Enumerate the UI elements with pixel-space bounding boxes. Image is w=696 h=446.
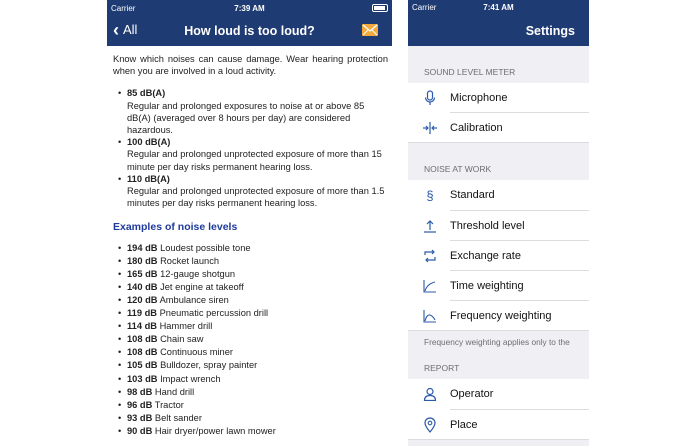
list-item <box>118 268 388 281</box>
risk-description: Regular and prolonged exposures to noise at or above 85 dB(A) (averaged over 8 hours per day) are considered hazardous. <box>127 100 365 136</box>
settings-row-operator[interactable] <box>408 379 589 409</box>
microphone-icon <box>422 90 438 106</box>
settings-row-label: Exchange rate <box>450 249 521 262</box>
noise-db: 108 dB <box>127 334 158 345</box>
article-content <box>107 46 392 438</box>
list-item <box>118 242 388 255</box>
section-footer-note: Frequency weighting applies only to the <box>424 337 570 348</box>
bullet-icon: • <box>118 295 122 306</box>
noise-source: Ambulance siren <box>159 295 229 306</box>
settings-row-time-weighting[interactable] <box>408 271 589 301</box>
settings-row-microphone[interactable] <box>408 83 589 113</box>
back-label: All <box>123 22 138 37</box>
bullet-icon: • <box>118 347 122 358</box>
settings-row-threshold-level[interactable] <box>408 211 589 241</box>
bullet-icon: • <box>118 360 122 371</box>
risk-description: Regular and prolonged unprotected exposure of more than 1.5 minutes per day risks permanent hearing loss. <box>127 186 385 209</box>
settings-row-label: Calibration <box>450 122 503 135</box>
settings-group-sound-level-meter <box>408 83 589 143</box>
noise-examples-list <box>118 242 388 438</box>
noise-source: Tractor <box>154 399 184 410</box>
noise-source: 12-gauge shotgun <box>160 268 236 279</box>
settings-group-report <box>408 379 589 439</box>
noise-db: 98 dB <box>127 386 153 397</box>
noise-source: Bulldozer, spray painter <box>160 360 258 371</box>
section-header-noise-at-work: NOISE AT WORK <box>424 164 492 175</box>
risk-item <box>118 87 388 136</box>
noise-db: 108 dB <box>127 347 158 358</box>
noise-db: 119 dB <box>127 308 157 319</box>
examples-heading: Examples of noise levels <box>113 221 238 234</box>
noise-db: 105 dB <box>127 360 158 371</box>
noise-source: Jet engine at takeoff <box>160 281 244 292</box>
chevron-left-icon: ‹ <box>113 19 119 40</box>
time-weighting-icon <box>422 278 438 294</box>
settings-row-label: Threshold level <box>450 219 525 232</box>
noise-db: 114 dB <box>127 321 157 332</box>
noise-db: 140 dB <box>127 281 158 292</box>
risk-level: 85 dB(A) <box>127 88 166 99</box>
mail-icon[interactable] <box>362 24 378 36</box>
frequency-weighting-icon <box>422 308 438 324</box>
noise-source: Impact wrench <box>160 373 221 384</box>
carrier-label: Carrier <box>111 3 136 13</box>
risk-description: Regular and prolonged unprotected exposure of more than 15 minute per day risks permanent hearing loss. <box>127 149 382 172</box>
right-phone-screen <box>408 0 589 446</box>
list-item <box>118 307 388 320</box>
noise-db: 96 dB <box>127 399 153 410</box>
list-item <box>118 373 388 386</box>
status-bar <box>408 0 589 16</box>
intro-paragraph: Know which noises can cause damage. Wear hearing protection when you are involved in a loud activity. <box>113 54 388 77</box>
navigation-bar <box>408 16 589 46</box>
status-time: 7:41 AM <box>483 3 514 12</box>
bullet-icon: • <box>118 373 122 384</box>
exchange-icon <box>422 248 438 264</box>
noise-source: Hand drill <box>154 386 195 397</box>
settings-row-frequency-weighting[interactable] <box>408 301 589 331</box>
bullet-icon: • <box>118 334 122 345</box>
list-item <box>118 281 388 294</box>
list-item <box>118 386 388 399</box>
battery-icon <box>372 4 388 12</box>
page-title: How loud is too loud? <box>184 24 315 38</box>
risk-item <box>118 173 388 210</box>
settings-row-label: Frequency weighting <box>450 310 552 323</box>
bullet-icon: • <box>118 399 122 410</box>
noise-source: Chain saw <box>160 334 204 345</box>
bullet-icon: • <box>118 308 122 319</box>
settings-row-standard[interactable] <box>408 180 589 210</box>
bullet-icon: • <box>118 173 122 184</box>
status-bar <box>107 0 392 16</box>
threshold-icon <box>422 218 438 234</box>
bullet-icon: • <box>118 281 122 292</box>
risk-item <box>118 136 388 173</box>
bullet-icon: • <box>118 242 122 253</box>
list-item <box>118 333 388 346</box>
bullet-icon: • <box>118 425 122 436</box>
bullet-icon: • <box>118 321 122 332</box>
noise-db: 194 dB <box>127 242 158 253</box>
status-time: 7:39 AM <box>234 3 265 13</box>
settings-row-label: Place <box>450 418 478 431</box>
noise-source: Hair dryer/power lawn mower <box>154 425 276 436</box>
settings-row-exchange-rate[interactable] <box>408 241 589 271</box>
page-title: Settings <box>525 24 575 38</box>
settings-row-label: Standard <box>450 189 495 202</box>
list-item <box>118 399 388 412</box>
settings-row-label: Microphone <box>450 92 508 105</box>
list-item <box>118 294 388 307</box>
list-item <box>118 425 388 438</box>
list-item <box>118 255 388 268</box>
list-item <box>118 320 388 333</box>
bullet-icon: • <box>118 88 122 99</box>
settings-row-label: Time weighting <box>450 280 524 293</box>
section-header-sound-level-meter: SOUND LEVEL METER <box>424 67 516 77</box>
bullet-icon: • <box>118 137 122 148</box>
noise-source: Rocket launch <box>160 255 220 266</box>
list-item <box>118 359 388 372</box>
bullet-icon: • <box>118 386 122 397</box>
person-icon <box>422 386 438 402</box>
carrier-label: Carrier <box>412 3 437 12</box>
navigation-bar <box>107 16 392 46</box>
noise-source: Belt sander <box>154 412 202 423</box>
noise-db: 103 dB <box>127 373 158 384</box>
location-icon <box>422 417 438 433</box>
settings-group-noise-at-work <box>408 180 589 331</box>
calibration-icon <box>422 120 438 136</box>
bullet-icon: • <box>118 255 122 266</box>
noise-source: Pneumatic percussion drill <box>159 308 269 319</box>
noise-source: Loudest possible tone <box>160 242 251 253</box>
left-phone-screen <box>107 0 392 446</box>
section-icon: § <box>426 187 434 203</box>
bullet-icon: • <box>118 268 122 279</box>
noise-db: 90 dB <box>127 425 153 436</box>
noise-source: Hammer drill <box>159 321 213 332</box>
bullet-icon: • <box>118 412 122 423</box>
noise-source: Continuous miner <box>160 347 233 358</box>
noise-db: 165 dB <box>127 268 158 279</box>
list-item <box>118 346 388 359</box>
noise-db: 120 dB <box>127 295 158 306</box>
settings-row-label: Operator <box>450 388 494 401</box>
settings-row-place[interactable] <box>408 410 589 440</box>
section-header-report: REPORT <box>424 363 460 374</box>
list-item <box>118 412 388 425</box>
noise-db: 93 dB <box>127 412 153 423</box>
risk-level: 110 dB(A) <box>127 173 170 184</box>
noise-db: 180 dB <box>127 255 158 266</box>
settings-row-calibration[interactable] <box>408 113 589 143</box>
risk-level: 100 dB(A) <box>127 137 171 148</box>
